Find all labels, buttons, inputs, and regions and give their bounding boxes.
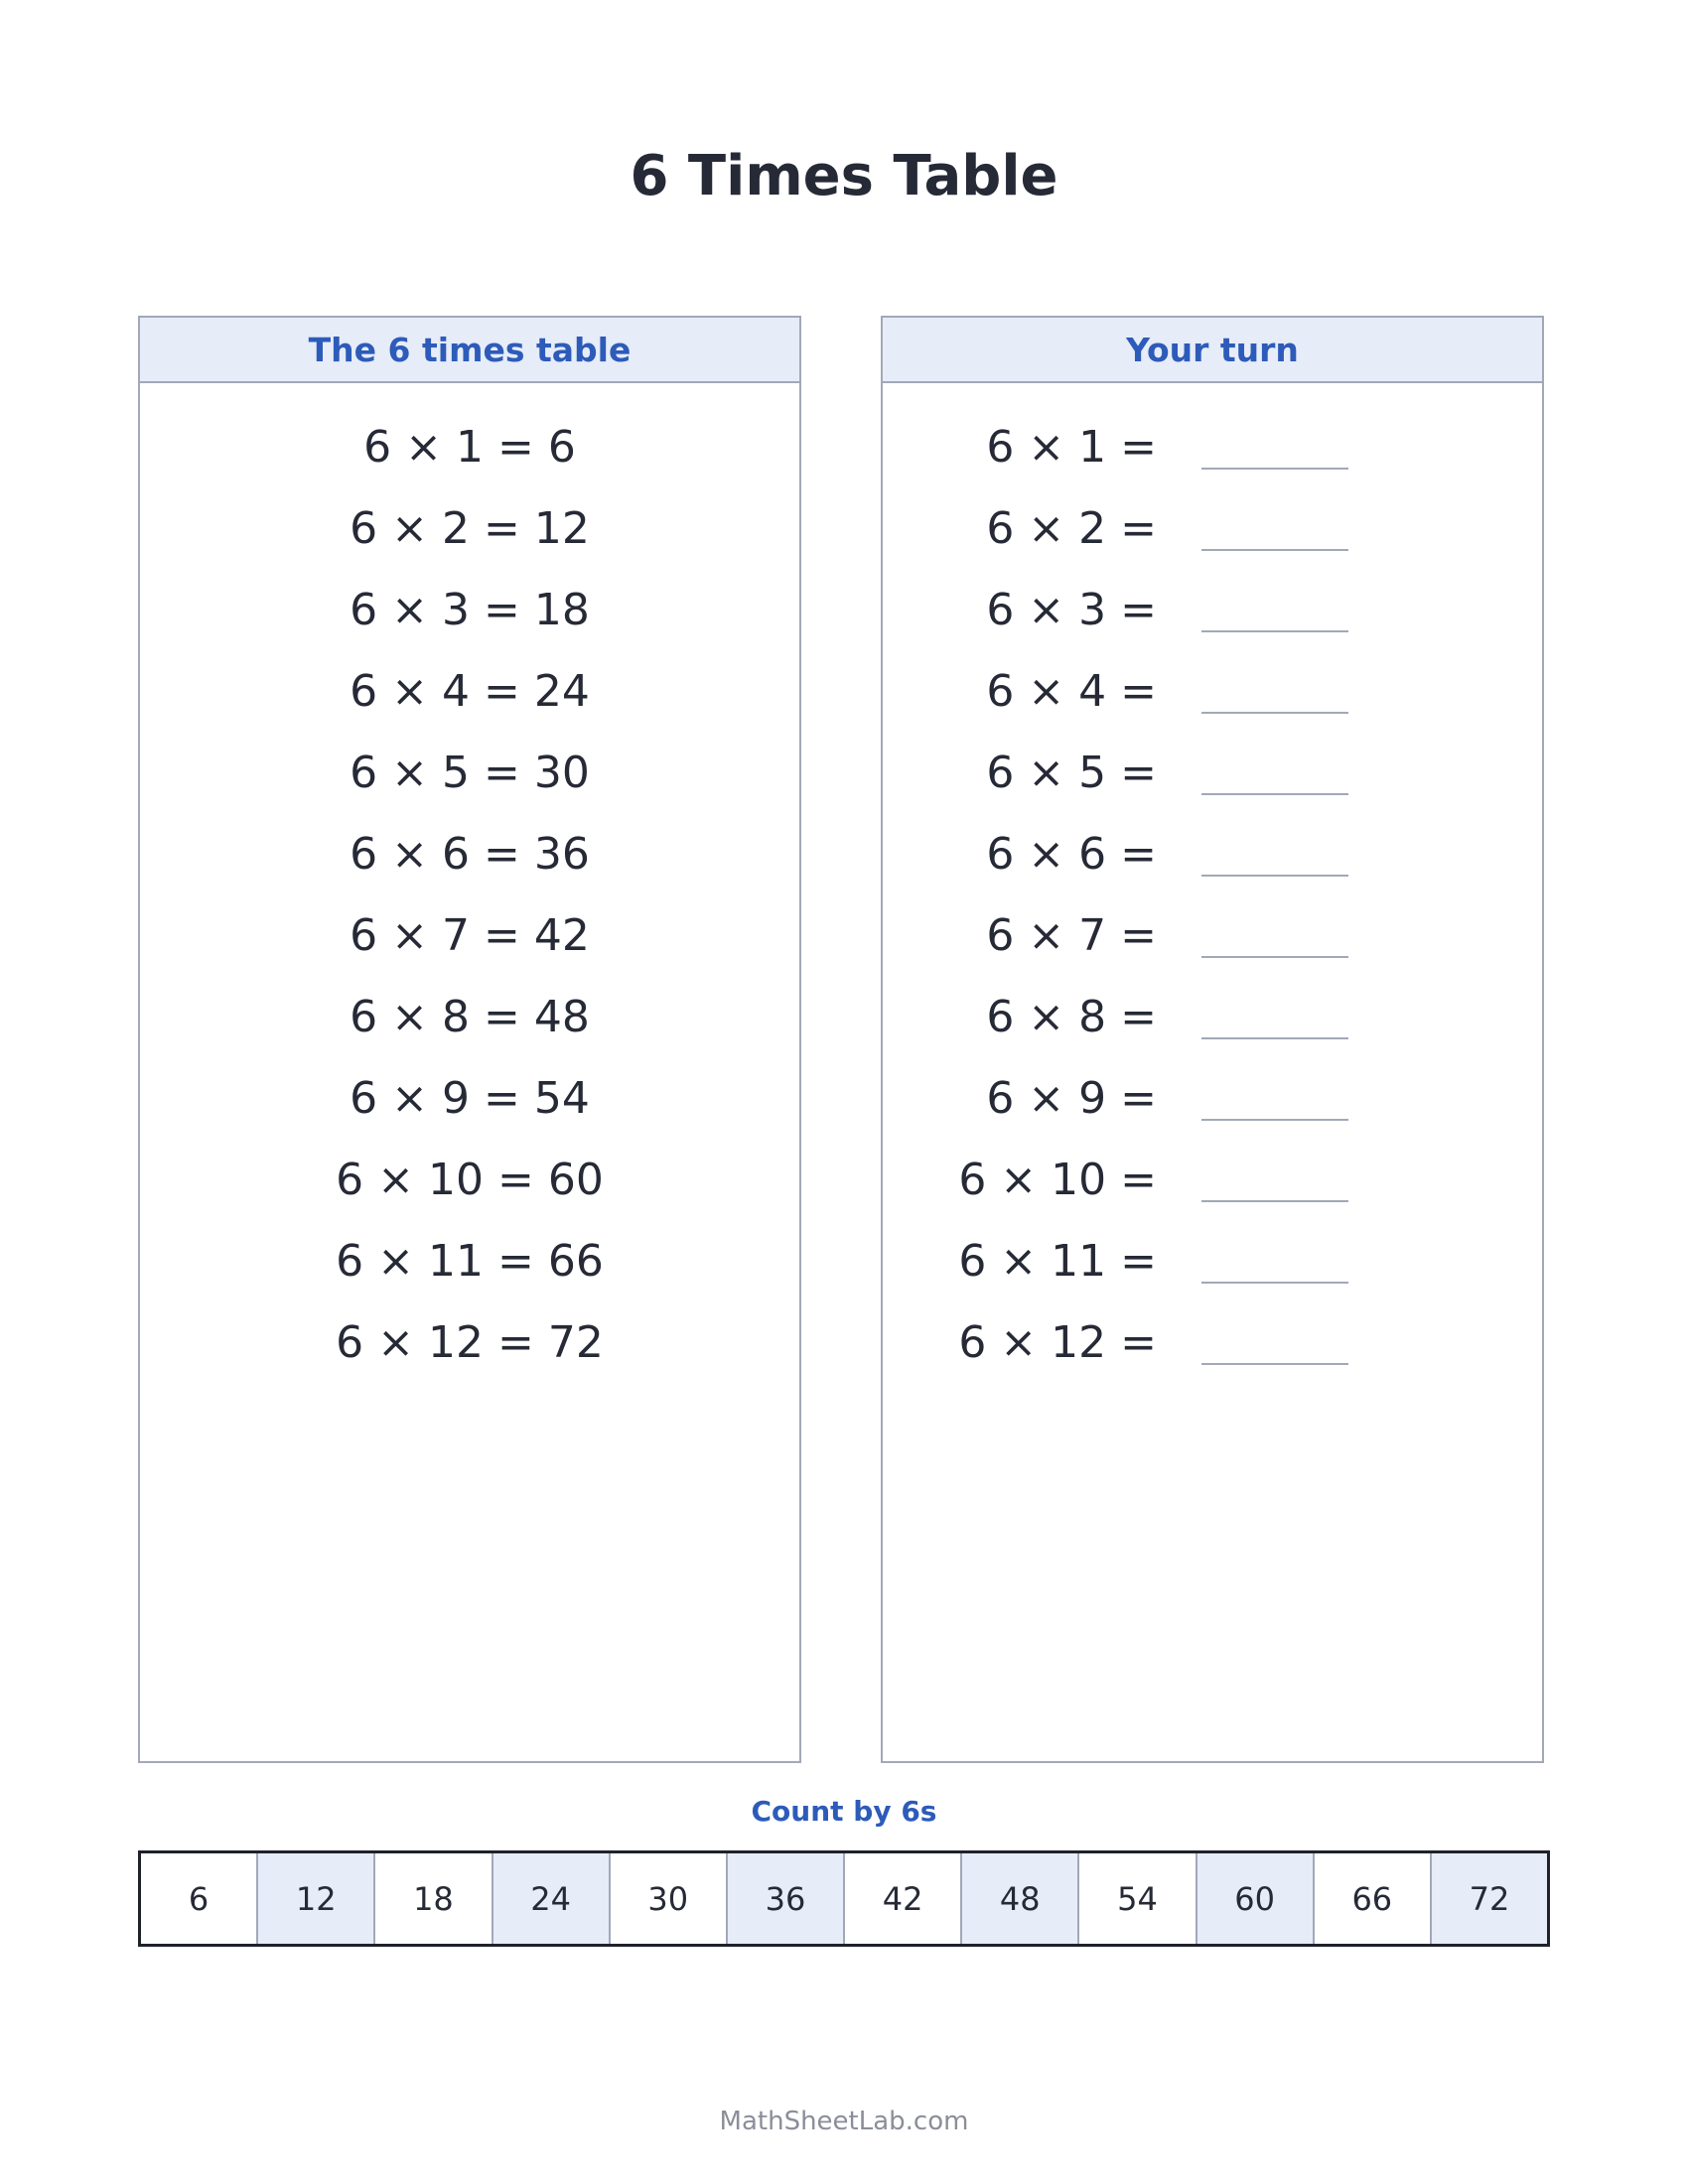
question-row xyxy=(883,581,1542,640)
count-by-strip xyxy=(138,1850,1550,1947)
times-table-panel xyxy=(138,316,801,1763)
question-text: 6 × 11 = xyxy=(958,1236,1157,1287)
count-cell: 60 xyxy=(1197,1853,1315,1944)
answer-blank[interactable] xyxy=(1201,468,1348,470)
question-text: 6 × 6 = xyxy=(986,829,1157,880)
answer-blank[interactable] xyxy=(1201,1363,1348,1365)
page-title: 6 Times Table xyxy=(630,144,1058,208)
question-row xyxy=(883,662,1542,722)
count-cell: 36 xyxy=(728,1853,845,1944)
fact-row: 6 × 12 = 72 xyxy=(336,1317,604,1368)
question-row xyxy=(883,418,1542,478)
question-row xyxy=(883,1232,1542,1292)
question-row xyxy=(883,825,1542,885)
fact-row: 6 × 11 = 66 xyxy=(336,1236,604,1287)
your-turn-header: Your turn xyxy=(883,318,1542,383)
count-cell: 54 xyxy=(1079,1853,1196,1944)
question-row xyxy=(883,1069,1542,1129)
answer-blank[interactable] xyxy=(1201,1119,1348,1121)
answer-blank[interactable] xyxy=(1201,630,1348,632)
count-cell: 72 xyxy=(1432,1853,1547,1944)
question-text: 6 × 5 = xyxy=(986,748,1157,798)
count-cell: 12 xyxy=(258,1853,375,1944)
fact-row: 6 × 9 = 54 xyxy=(350,1073,590,1124)
question-row xyxy=(883,499,1542,559)
answer-blank[interactable] xyxy=(1201,549,1348,551)
answer-blank[interactable] xyxy=(1201,1282,1348,1284)
question-text: 6 × 1 = xyxy=(986,422,1157,473)
fact-row: 6 × 8 = 48 xyxy=(350,992,590,1042)
question-text: 6 × 4 = xyxy=(986,666,1157,717)
question-row xyxy=(883,744,1542,803)
count-cell: 42 xyxy=(845,1853,962,1944)
question-text: 6 × 12 = xyxy=(958,1317,1157,1368)
question-row xyxy=(883,988,1542,1047)
answer-blank[interactable] xyxy=(1201,1037,1348,1039)
fact-row: 6 × 2 = 12 xyxy=(350,503,590,554)
answer-blank[interactable] xyxy=(1201,956,1348,958)
question-text: 6 × 7 = xyxy=(986,910,1157,961)
fact-row: 6 × 1 = 6 xyxy=(363,422,576,473)
question-text: 6 × 10 = xyxy=(958,1155,1157,1205)
fact-row: 6 × 10 = 60 xyxy=(336,1155,604,1205)
your-turn-panel xyxy=(881,316,1544,1763)
footer-site-name: MathSheetLab.com xyxy=(719,2107,969,2136)
question-row xyxy=(883,1151,1542,1210)
count-cell: 6 xyxy=(141,1853,258,1944)
answer-blank[interactable] xyxy=(1201,793,1348,795)
count-by-label: Count by 6s xyxy=(751,1795,937,1828)
fact-row: 6 × 5 = 30 xyxy=(350,748,590,798)
fact-row: 6 × 6 = 36 xyxy=(350,829,590,880)
question-text: 6 × 9 = xyxy=(986,1073,1157,1124)
answer-blank[interactable] xyxy=(1201,712,1348,714)
count-cell: 18 xyxy=(375,1853,492,1944)
question-row xyxy=(883,1313,1542,1373)
fact-row: 6 × 4 = 24 xyxy=(350,666,590,717)
fact-row: 6 × 3 = 18 xyxy=(350,585,590,635)
count-cell: 48 xyxy=(962,1853,1079,1944)
times-table-header: The 6 times table xyxy=(140,318,799,383)
question-text: 6 × 3 = xyxy=(986,585,1157,635)
question-row xyxy=(883,906,1542,966)
answer-blank[interactable] xyxy=(1201,1200,1348,1202)
count-cell: 66 xyxy=(1315,1853,1432,1944)
fact-row: 6 × 7 = 42 xyxy=(350,910,590,961)
count-cell: 24 xyxy=(493,1853,611,1944)
answer-blank[interactable] xyxy=(1201,875,1348,877)
question-text: 6 × 2 = xyxy=(986,503,1157,554)
count-cell: 30 xyxy=(611,1853,728,1944)
question-text: 6 × 8 = xyxy=(986,992,1157,1042)
